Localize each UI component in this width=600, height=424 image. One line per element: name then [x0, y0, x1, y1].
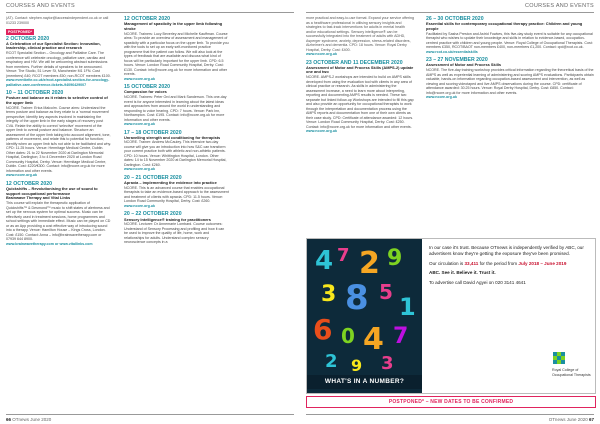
event-body: This course will explain the therapeutic application of Quickshifts™ & Desmond™ music to shift states of alertness and set up the nervous system for optimal success. Music can be effectively used in treatment sessions, home programmes and school settings with immediate effect. Music can be played on CD or as an App providing a cost effective way of introducing sound into a therapy. Venue: Hamilton House – Kings Cross, London. Cost: £150. Contact: Anna – info@brainwavetherapy.com or 07939 644 8900. [6, 201, 111, 242]
event-body: NCORE. The five-day training workshop provides critical information regarding the theoretical basis of the AMPS as well as experiential learning of administering and scoring AMPS evaluations. Participants obtain valuable, hands-on information regarding occupation-based assessment and intervention, as well as viewing and scoring videotaped and live AMPS observations during the course. CPD: certificate of attendance awarded: 30.25 hours. Venue: Royal Derby Hospital, Derby. Cost: £850. Contact: info@ncore.org.uk for more information and other events. [426, 68, 594, 95]
rcot-logo-icon [552, 351, 566, 365]
circ-text-a: Our circulation is [429, 260, 465, 266]
postponed-notice: POSTPONED* – NEW DATES TO BE CONFIRMED [306, 396, 596, 408]
event-item [6, 90, 111, 178]
event-date: 23 OCTOBER AND 11 DECEMBER 2020 [306, 59, 403, 66]
continued-text: more practical and easy-to-use format. Expand your service offering as a healthcare professional in utilising sensory insights and strategies to fast-track interventions for adults in mental health and/or educational settings. Sensory intelligence® can be successfully integrated into the treatment of adults with ADHD, Asperger syndrome, anxiety, depression, stress-related disorders, Alzheimer's and dementia. CPD: 18 hours. Venue: Royal Derby Hospital, Derby. Cost: £400. [306, 16, 414, 52]
rcot-logo-text: Royal College of Occupational Therapists [552, 368, 591, 377]
svg-text:7: 7 [337, 245, 350, 266]
rcot-logo [552, 351, 594, 377]
ad-circulation [429, 261, 591, 267]
page-number: 66 [6, 417, 12, 422]
svg-text:3: 3 [321, 282, 337, 307]
publication-name: OTnews June 2020 [548, 417, 588, 422]
event-date: 17 – 18 OCTOBER 2020 [124, 129, 182, 136]
column-1 [6, 16, 111, 249]
event-link[interactable]: www.ncore.org.uk [306, 129, 338, 134]
event-title: Management of spasticity in the upper limb following stroke [124, 21, 223, 31]
circulation-period: July 2018 – June 2019 [518, 260, 567, 266]
event-link[interactable]: www.rcot.co.uk/essentialskills [426, 49, 478, 54]
event-link[interactable]: www.eventbrite.co.uk/e/rcot-specialist-section-for-oncology-palliative-care-conference-tickets-94096429007 [6, 78, 110, 87]
svg-text:5: 5 [379, 280, 393, 304]
svg-text:0: 0 [341, 324, 355, 348]
column-3 [306, 16, 416, 137]
event-body: NCORE. Trainer: Andrew McCauley. This intensive two-day course will give you an introduction into how S&C can transform your current practice both with athletic and non-athletic patients. CPD: 10 hours. Venue: Whittington Hospital, London. Other dates: 14 to 15 November 2020 at Darlington Memorial Hospital, Darlington. Cost: £260. [124, 140, 227, 167]
event-title: Compassion for voices [124, 89, 167, 95]
svg-text:3: 3 [381, 353, 394, 374]
event-title: Unravelling strength and conditioning for therapists [124, 134, 221, 140]
event-item [124, 16, 229, 81]
event-body: NCORE. AMPS-2 workshops are intended to build on AMPS skills developed from using the evaluation tool with clients in any area of clinical practice or research. As skills in administering the assessment increase, a need to learn more about interpreting, reporting and documenting AMPS results is needed. These two separate but linked follow-up Workshops are intended to fill this gap and also provide an opportunity for occupational therapists to work through the interpretation and documentation process using the AMPS reports and documentation from one of their own clients as their case study. CPD: Certificate of attendance awarded: 12 hours. Venue: London Road Community Hospital, Derby. Cost: £250. Contact: info@ncore.org.uk for more information and other events. [306, 75, 414, 129]
page-footer-left [6, 414, 294, 424]
event-title: Quickshifts – Revolutionising the use of sound to support occupational performance [6, 185, 98, 196]
svg-text:7: 7 [393, 324, 409, 349]
event-date: 15 OCTOBER 2020 [124, 84, 171, 91]
event-body: NCORE. Lecturer: Dr Annemarie Lombard. Course outcomes: Understand of Sensory Processing and profiling and how it can be used to improve the quality of life, home, work and relationships for adults. Understand complex sensory neuroscience concepts in a [124, 222, 225, 245]
event-body: RCOT Specialist Section – Oncology and Palliative Care. The conference will celebrate oncology, palliative care, cardiac and respiratory and HIV. We will be welcoming abstract submissions from members. Further details of speakers to be announced. Venue: The Studio, 51 Lever St, Manchester M1 1FN. Cost (members) £40; RCOT members £50; non-RCOT members £100. [6, 51, 111, 78]
event-item [426, 57, 594, 99]
event-link[interactable]: www.ncore.org.uk [124, 167, 156, 172]
event-body: NCORE. Trainers: Peter Ord and Mark Sanderson. This one-day event is for anyone interested in learning about the latest ideas and approaches from around the world in understanding and responding to voice hearing. CPD: 7 hours. Venue: Park Inn, Northampton. Cost: £195. Contact: info@ncore.org.uk for more information and other events. [124, 95, 227, 122]
event-link[interactable]: www.ncore.org.uk [426, 95, 458, 100]
event-title: A Celebration of our Specialist Section: Innovation, leadership, clinical practice and research [6, 40, 101, 51]
event-date: 12 OCTOBER 2020 [124, 16, 171, 22]
page-number: 67 [588, 417, 594, 422]
event-date: 10 – 11 OCTOBER 2020 [6, 90, 64, 97]
event-title: Sensory Intelligence® training for practitioners [124, 216, 211, 222]
continued-text: (AT). Contact: stephen.naylor@iaccessindependent.co.uk or call 01233 239000 [6, 16, 109, 25]
numbers-graphic [307, 239, 422, 394]
event-date: 20 – 21 OCTOBER 2020 [124, 174, 182, 181]
ad-copy [429, 245, 591, 290]
ad-paragraph: In our case it's trust. Because OTnews is independently verified by ABC, our advertisers know they're getting the exposure they've been promised. [429, 245, 584, 256]
svg-text:4: 4 [363, 322, 384, 357]
event-date: 26 – 30 OCTOBER 2020 [426, 16, 484, 22]
column-2 [124, 16, 229, 248]
event-title: Assessment of Motor and Process Skills [426, 62, 502, 68]
event-date: 23 – 27 NOVEMBER 2020 [426, 57, 488, 64]
postponed-tag: POSTPONED* [8, 29, 32, 34]
event-title: Posture and balance as it relates to selective control of the upper limb [6, 95, 108, 106]
page-header-left: COURSES AND EVENTS [6, 0, 294, 13]
abc-advertisement [306, 238, 596, 394]
event-date: 20 – 22 OCTOBER 2020 [124, 211, 182, 218]
continued-item [306, 16, 416, 57]
event-title: Apraxia – implementing the evidence into practice [124, 180, 217, 186]
publication-name: OTnews June 2020 [12, 417, 52, 422]
svg-text:8: 8 [345, 278, 369, 318]
svg-text:4: 4 [315, 246, 334, 276]
ad-slogan: ABC. See it. Believe it. Trust it. [429, 270, 496, 276]
column-4 [426, 16, 594, 103]
event-item [124, 130, 229, 172]
svg-text:2: 2 [359, 246, 380, 281]
circulation-number: 33,411 [464, 260, 479, 266]
svg-text:1: 1 [399, 293, 416, 321]
ad-contact: To advertise call David Agyei on 020 3141 4641 [429, 280, 526, 286]
svg-text:9: 9 [351, 356, 363, 375]
event-title: Assessment of Motor and Process Skills (AMPS-2) update one and two [306, 64, 414, 75]
circ-text-b: for the period from [478, 260, 519, 266]
event-title: Essential skills for contemporary occupational therapy practice: Children and young people [426, 21, 583, 31]
event-link[interactable]: www.ncore.org.uk [124, 76, 156, 81]
page-header-right: COURSES AND EVENTS [306, 0, 594, 13]
svg-text:6: 6 [313, 313, 333, 346]
event-item [426, 16, 594, 54]
event-item [306, 60, 416, 134]
event-date: 12 OCTOBER 2020 [6, 180, 53, 187]
event-link[interactable]: www.ncore.org.uk [6, 173, 38, 178]
event-link[interactable]: www.ncore.org.uk [124, 122, 156, 127]
numbers-illustration [307, 239, 422, 394]
event-link[interactable]: www.ncore.org.uk [306, 52, 338, 56]
event-link[interactable]: www.brainwavetherapy.com or www.vitallinks.com [6, 241, 93, 246]
event-item [124, 175, 229, 208]
page-footer-right [306, 414, 594, 424]
event-subtitle: Brainwave Therapy and Vital Links [6, 195, 71, 201]
svg-text:9: 9 [387, 246, 403, 271]
event-body: NCORE. This is an advanced course that enables occupational therapists to take an evidence-based approach to the assessment and treatment of clients with apraxia. CPD: 11.5 hours. Venue: London Road Community Hospital, Derby. Cost: £260. [124, 185, 229, 204]
event-body: NCORE. Trainers: Lucy Beverley and Michelle Kauffman. Course aims: To provide an overview of assessment and management of spasticity with a particular focus on the upper limb. To provide you with the tools to set up an early self-monitored practice programme that the patient can follow. We will also look at the types of feedback that are available and discuss what kind of focus will be particularly important for the upper limb. CPD: 6.5 hours. Venue: London Road Community Hospital, Derby. Cost: £130. Contact: info@ncore.org.uk for more information and other events. [124, 31, 229, 77]
event-item [6, 28, 111, 87]
svg-text:2: 2 [325, 351, 338, 372]
event-item [124, 84, 229, 126]
ad-banner: WHAT'S IN A NUMBER? [307, 375, 422, 389]
event-link[interactable]: www.ncore.org.uk [124, 203, 156, 208]
event-item [6, 181, 111, 246]
event-item [124, 211, 229, 244]
event-body: Facilitated by Sasha Preston and Astrid Fowkes, this five-day study event is suitable for any occupational therapist who wishes to update their knowledge and skills in relation to evidence-based, occupation-centred practice with children and young people. Venue: Royal College of Occupational Therapists. Cost: members £350, RCOT/BAOT non-members £400, non-members £1,200. Contact: cpd@rcot.co.uk. [426, 31, 593, 50]
event-body: NCORE. Trainer: Erica Malcolm. Course aims: Understand the terms posture and balance as they relate to a 'normal movement' perspective; identify key aspects involved in maintaining the integrity of the upper limb in the early stages of recovery post CVA. Relate the ability to correct 'selective' movement of the upper limb to overall posture and balance. Structure an assessment of the upper limb taking into account alignment, tone, patterns of movement, and relate this to potential for function; identify when an upper limb is/is not able to be facilitated and why. CPD: 11.25 hours. Venue: Hermitage Medical Centre, Dublin. Other dates: 21 to 22 November 2020 at Darlington Memorial Hospital, Darlington; 3 to 4 December 2020 at London Road Community Hospital, Derby. Venue: Hermitage Medical Centre, Dublin. Cost: £220/€300. Contact: info@ncore.org.uk for more information and other events. [6, 105, 112, 173]
event-date: 2 OCTOBER 2020 [6, 35, 50, 42]
